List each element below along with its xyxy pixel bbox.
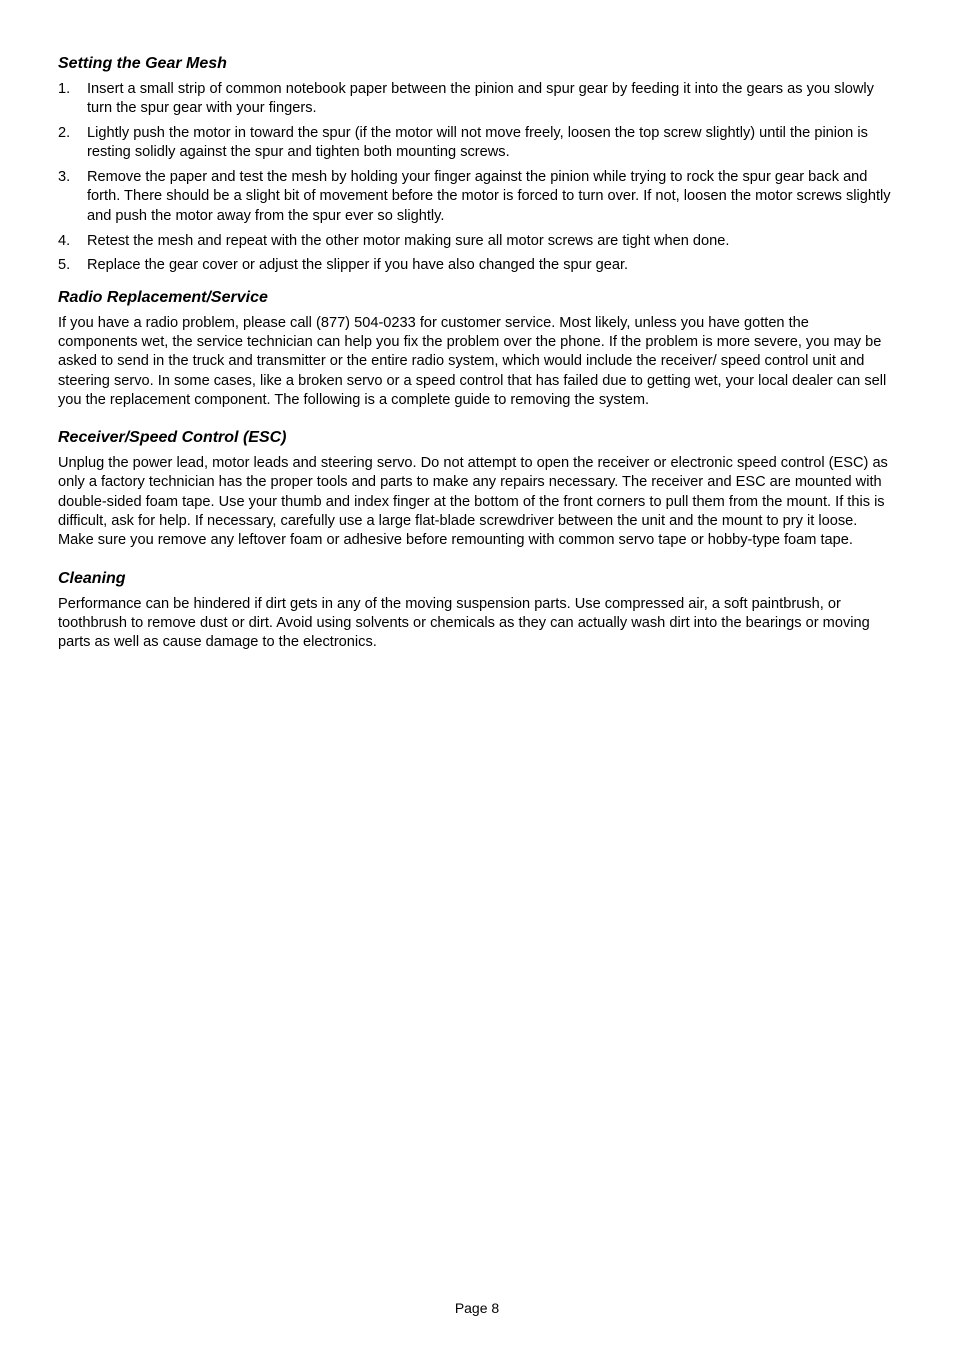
step-text: Retest the mesh and repeat with the other motor making sure all motor screws are tight when done.	[87, 232, 730, 249]
gear-mesh-step-4	[58, 232, 892, 251]
radio-service-body: If you have a radio problem, please call (877) 504-0233 for customer service. Most likely, unless you have gotten the components wet, the service technician can help you fix the problem over the phone. If the problem is more severe, you may be asked to send in the truck and transmitter or the entire radio system, which would include the receiver/ speed control unit and steering servo. In some cases, like a broken servo or a speed control that has failed due to getting wet, your local dealer can sell you the replacement component. The following is a complete guide to removing the system.	[58, 314, 887, 408]
gear-mesh-step-5	[58, 256, 892, 275]
page-content	[58, 54, 892, 653]
heading-receiver-esc: Receiver/Speed Control (ESC)	[58, 429, 287, 447]
section-gear-mesh	[58, 54, 892, 276]
step-text: Insert a small strip of common notebook paper between the pinion and spur gear by feeding it into the gears as you slowly turn the spur gear with your fingers.	[87, 81, 874, 117]
step-number: 3.	[58, 169, 71, 186]
heading-gear-mesh: Setting the Gear Mesh	[58, 55, 227, 72]
gear-mesh-step-2	[58, 124, 892, 163]
step-text: Replace the gear cover or adjust the slipper if you have also changed the spur gear.	[87, 257, 629, 274]
step-number: 2.	[58, 125, 71, 142]
section-receiver-esc	[58, 428, 892, 550]
gear-mesh-step-1	[58, 80, 892, 119]
gear-mesh-step-3	[58, 168, 892, 226]
page-number: Page 8	[454, 1300, 500, 1316]
step-number: 1.	[58, 81, 71, 97]
receiver-esc-body: Unplug the power lead, motor leads and steering servo. Do not attempt to open the receiver or electronic speed control (ESC) as only a factory technician has the proper tools and parts to make any repairs necessary. The receiver and ESC are mounted with double-sided foam tape. Use your thumb and index finger at the bottom of the front corners to pull them from the mount. If this is difficult, ask for help. If necessary, carefully use a large flat-blade screwdriver between the unit and the mount to pry it loose. Make sure you remove any leftover foam or adhesive before remounting with common servo tape or hobby-type foam tape.	[58, 455, 888, 549]
step-number: 4.	[58, 232, 71, 249]
step-text: Lightly push the motor in toward the spur (if the motor will not move freely, loosen the top screw slightly) until the pinion is resting solidly against the spur and tighten both mounting screws.	[87, 125, 868, 161]
cleaning-body: Performance can be hindered if dirt gets in any of the moving suspension parts. Use compressed air, a soft paintbrush, or toothbrush to remove dust or dirt. Avoid using solvents or chemicals as they can actually wash dirt into the bearings or moving parts as well as cause damage to the electronics.	[58, 595, 870, 651]
section-cleaning	[58, 569, 892, 653]
step-number: 5.	[58, 257, 71, 274]
step-text: Remove the paper and test the mesh by holding your finger against the pinion while trying to rock the spur gear back and forth. There should be a slight bit of movement before the motor is forced to turn over. If not, loosen the motor screws slightly and push the motor away from the spur ever so slightly.	[87, 169, 891, 224]
heading-cleaning: Cleaning	[58, 569, 126, 587]
gear-mesh-steps	[58, 80, 892, 276]
heading-radio-service: Radio Replacement/Service	[58, 288, 268, 306]
section-radio-service	[58, 288, 892, 410]
